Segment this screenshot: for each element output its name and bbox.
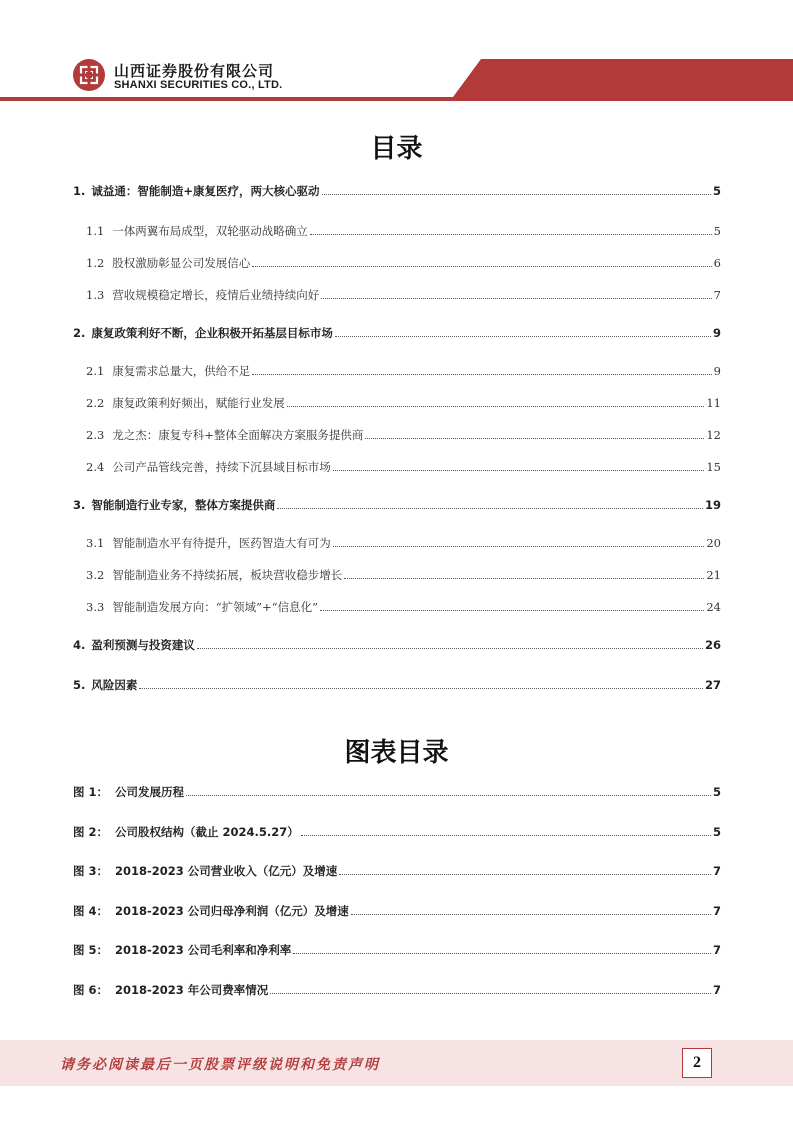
toc-section-entry[interactable] [73, 394, 721, 412]
toc-title: 目录 [370, 134, 423, 164]
report-type-banner [453, 59, 793, 97]
toc-entry-page: 20 [706, 536, 721, 550]
toc-leader-dots [322, 193, 711, 195]
figure-index-entry[interactable] [73, 981, 721, 999]
toc-chapter-entry[interactable] [73, 324, 721, 342]
toc-entry-number: 2. [73, 326, 86, 340]
toc-entry-title: 一体两翼布局成型，双轮驱动战略确立 [112, 224, 308, 238]
figure-title: 2018-2023 公司营业收入（亿元）及增速 [115, 864, 338, 878]
toc-leader-dots [252, 265, 711, 267]
toc-entry-title: 智能制造业务不持续拓展，板块营收稳步增长 [112, 568, 343, 582]
toc-entry-title: 康复政策利好不断，企业积极开拓基层目标市场 [91, 326, 333, 340]
figure-page: 5 [712, 825, 721, 839]
figure-index-title: 图表目录 [344, 738, 449, 768]
toc-entry-title: 智能制造发展方向：“扩领域”+“信息化” [112, 600, 318, 614]
toc-entry-number: 4. [73, 638, 86, 652]
toc-leader-dots [287, 405, 705, 407]
toc-section-entry[interactable] [73, 566, 721, 584]
toc-entry-page: 5 [713, 224, 721, 238]
figure-index-entry[interactable] [73, 902, 721, 920]
toc-leader-dots [197, 647, 703, 649]
toc-entry-number: 3.1 [86, 536, 105, 550]
toc-entry-number: 2.1 [86, 364, 105, 378]
toc-entry-title: 诚益通：智能制造+康复医疗，两大核心驱动 [91, 184, 320, 198]
toc-section-entry[interactable] [73, 362, 721, 380]
company-logo-icon [72, 58, 106, 92]
toc-entry-number: 1.1 [86, 224, 105, 238]
toc-leader-dots [351, 913, 711, 915]
toc-entry-page: 15 [706, 460, 721, 474]
toc-entry-page: 21 [706, 568, 721, 582]
page-header [0, 0, 793, 104]
toc-chapter-entry[interactable] [73, 182, 721, 200]
toc-entry-page: 26 [704, 638, 721, 652]
figure-page: 7 [712, 864, 721, 878]
toc-entry-number: 1. [73, 184, 86, 198]
toc-entry-title: 康复政策利好频出，赋能行业发展 [112, 396, 285, 410]
toc-entry-number: 5. [73, 678, 86, 692]
figure-index-entry[interactable] [73, 862, 721, 880]
figure-title: 公司发展历程 [115, 785, 184, 799]
toc-chapter-entry[interactable] [73, 676, 721, 694]
figure-label: 图 1： [73, 785, 109, 799]
figure-label: 图 2： [73, 825, 109, 839]
toc-leader-dots [333, 545, 705, 547]
toc-leader-dots [293, 952, 711, 954]
toc-entry-title: 股权激励彰显公司发展信心 [112, 256, 251, 270]
toc-section-entry[interactable] [73, 222, 721, 240]
figure-title: 公司股权结构（截止 2024.5.27） [115, 825, 299, 839]
toc-leader-dots [277, 507, 703, 509]
toc-section-entry[interactable] [73, 426, 721, 444]
toc-leader-dots [344, 577, 704, 579]
toc-section-entry[interactable] [73, 458, 721, 476]
figure-index-entry[interactable] [73, 783, 721, 801]
toc-leader-dots [321, 297, 711, 299]
disclaimer-notice: 请务必阅读最后一页股票评级说明和免责声明 [60, 1057, 380, 1073]
figure-label: 图 6： [73, 983, 109, 997]
toc-leader-dots [335, 335, 711, 337]
figure-page: 7 [712, 904, 721, 918]
toc-leader-dots [186, 794, 711, 796]
toc-leader-dots [270, 992, 711, 994]
toc-entry-number: 3.2 [86, 568, 105, 582]
toc-entry-page: 6 [713, 256, 721, 270]
figure-title: 2018-2023 公司归母净利润（亿元）及增速 [115, 904, 349, 918]
toc-section-entry[interactable] [73, 598, 721, 616]
figure-index-entry[interactable] [73, 823, 721, 841]
toc-leader-dots [310, 233, 712, 235]
company-name-en: SHANXI SECURITIES CO., LTD. [114, 79, 283, 91]
toc-entry-number: 3.3 [86, 600, 105, 614]
toc-entry-page: 9 [713, 364, 721, 378]
toc-entry-number: 1.3 [86, 288, 105, 302]
toc-entry-title: 智能制造水平有待提升，医药智造大有可为 [112, 536, 331, 550]
figure-title: 2018-2023 年公司费率情况 [115, 983, 269, 997]
page-number: 2 [682, 1048, 712, 1078]
toc-entry-number: 3. [73, 498, 86, 512]
toc-entry-title: 风险因素 [91, 678, 138, 692]
toc-entry-number: 2.3 [86, 428, 105, 442]
figure-page: 7 [712, 943, 721, 957]
toc-entry-title: 营收规模稳定增长，疫情后业绩持续向好 [112, 288, 320, 302]
toc-entry-page: 12 [706, 428, 721, 442]
toc-section-entry[interactable] [73, 534, 721, 552]
toc-entry-title: 盈利预测与投资建议 [91, 638, 195, 652]
page-footer [0, 1040, 793, 1086]
toc-entry-page: 19 [704, 498, 721, 512]
figure-label: 图 5： [73, 943, 109, 957]
figure-label: 图 4： [73, 904, 109, 918]
toc-entry-page: 11 [706, 396, 721, 410]
toc-leader-dots [320, 609, 704, 611]
toc-chapter-entry[interactable] [73, 496, 721, 514]
toc-entry-title: 康复需求总量大，供给不足 [112, 364, 251, 378]
toc-entry-page: 24 [706, 600, 721, 614]
toc-entry-title: 智能制造行业专家，整体方案提供商 [91, 498, 276, 512]
figure-page: 7 [712, 983, 721, 997]
company-name-cn: 山西证券股份有限公司 [114, 62, 275, 80]
toc-entry-title: 公司产品管线完善，持续下沉县域目标市场 [112, 460, 331, 474]
toc-entry-title: 龙之杰：康复专科+整体全面解决方案服务提供商 [112, 428, 364, 442]
header-divider [0, 97, 793, 101]
toc-leader-dots [339, 873, 711, 875]
toc-leader-dots [365, 437, 704, 439]
toc-section-entry[interactable] [73, 286, 721, 304]
toc-leader-dots [301, 834, 711, 836]
toc-entry-number: 1.2 [86, 256, 105, 270]
toc-entry-number: 2.2 [86, 396, 105, 410]
toc-section-entry[interactable] [73, 254, 721, 272]
toc-entry-number: 2.4 [86, 460, 105, 474]
figure-index-entry[interactable] [73, 941, 721, 959]
toc-entry-page: 9 [712, 326, 721, 340]
toc-leader-dots [139, 687, 703, 689]
toc-entry-page: 7 [713, 288, 721, 302]
figure-label: 图 3： [73, 864, 109, 878]
figure-title: 2018-2023 公司毛利率和净利率 [115, 943, 292, 957]
toc-entry-page: 5 [712, 184, 721, 198]
toc-leader-dots [252, 373, 711, 375]
toc-chapter-entry[interactable] [73, 636, 721, 654]
toc-leader-dots [333, 469, 705, 471]
figure-page: 5 [712, 785, 721, 799]
toc-entry-page: 27 [704, 678, 721, 692]
report-type-label: 公司研究/深度分析 [620, 14, 729, 29]
